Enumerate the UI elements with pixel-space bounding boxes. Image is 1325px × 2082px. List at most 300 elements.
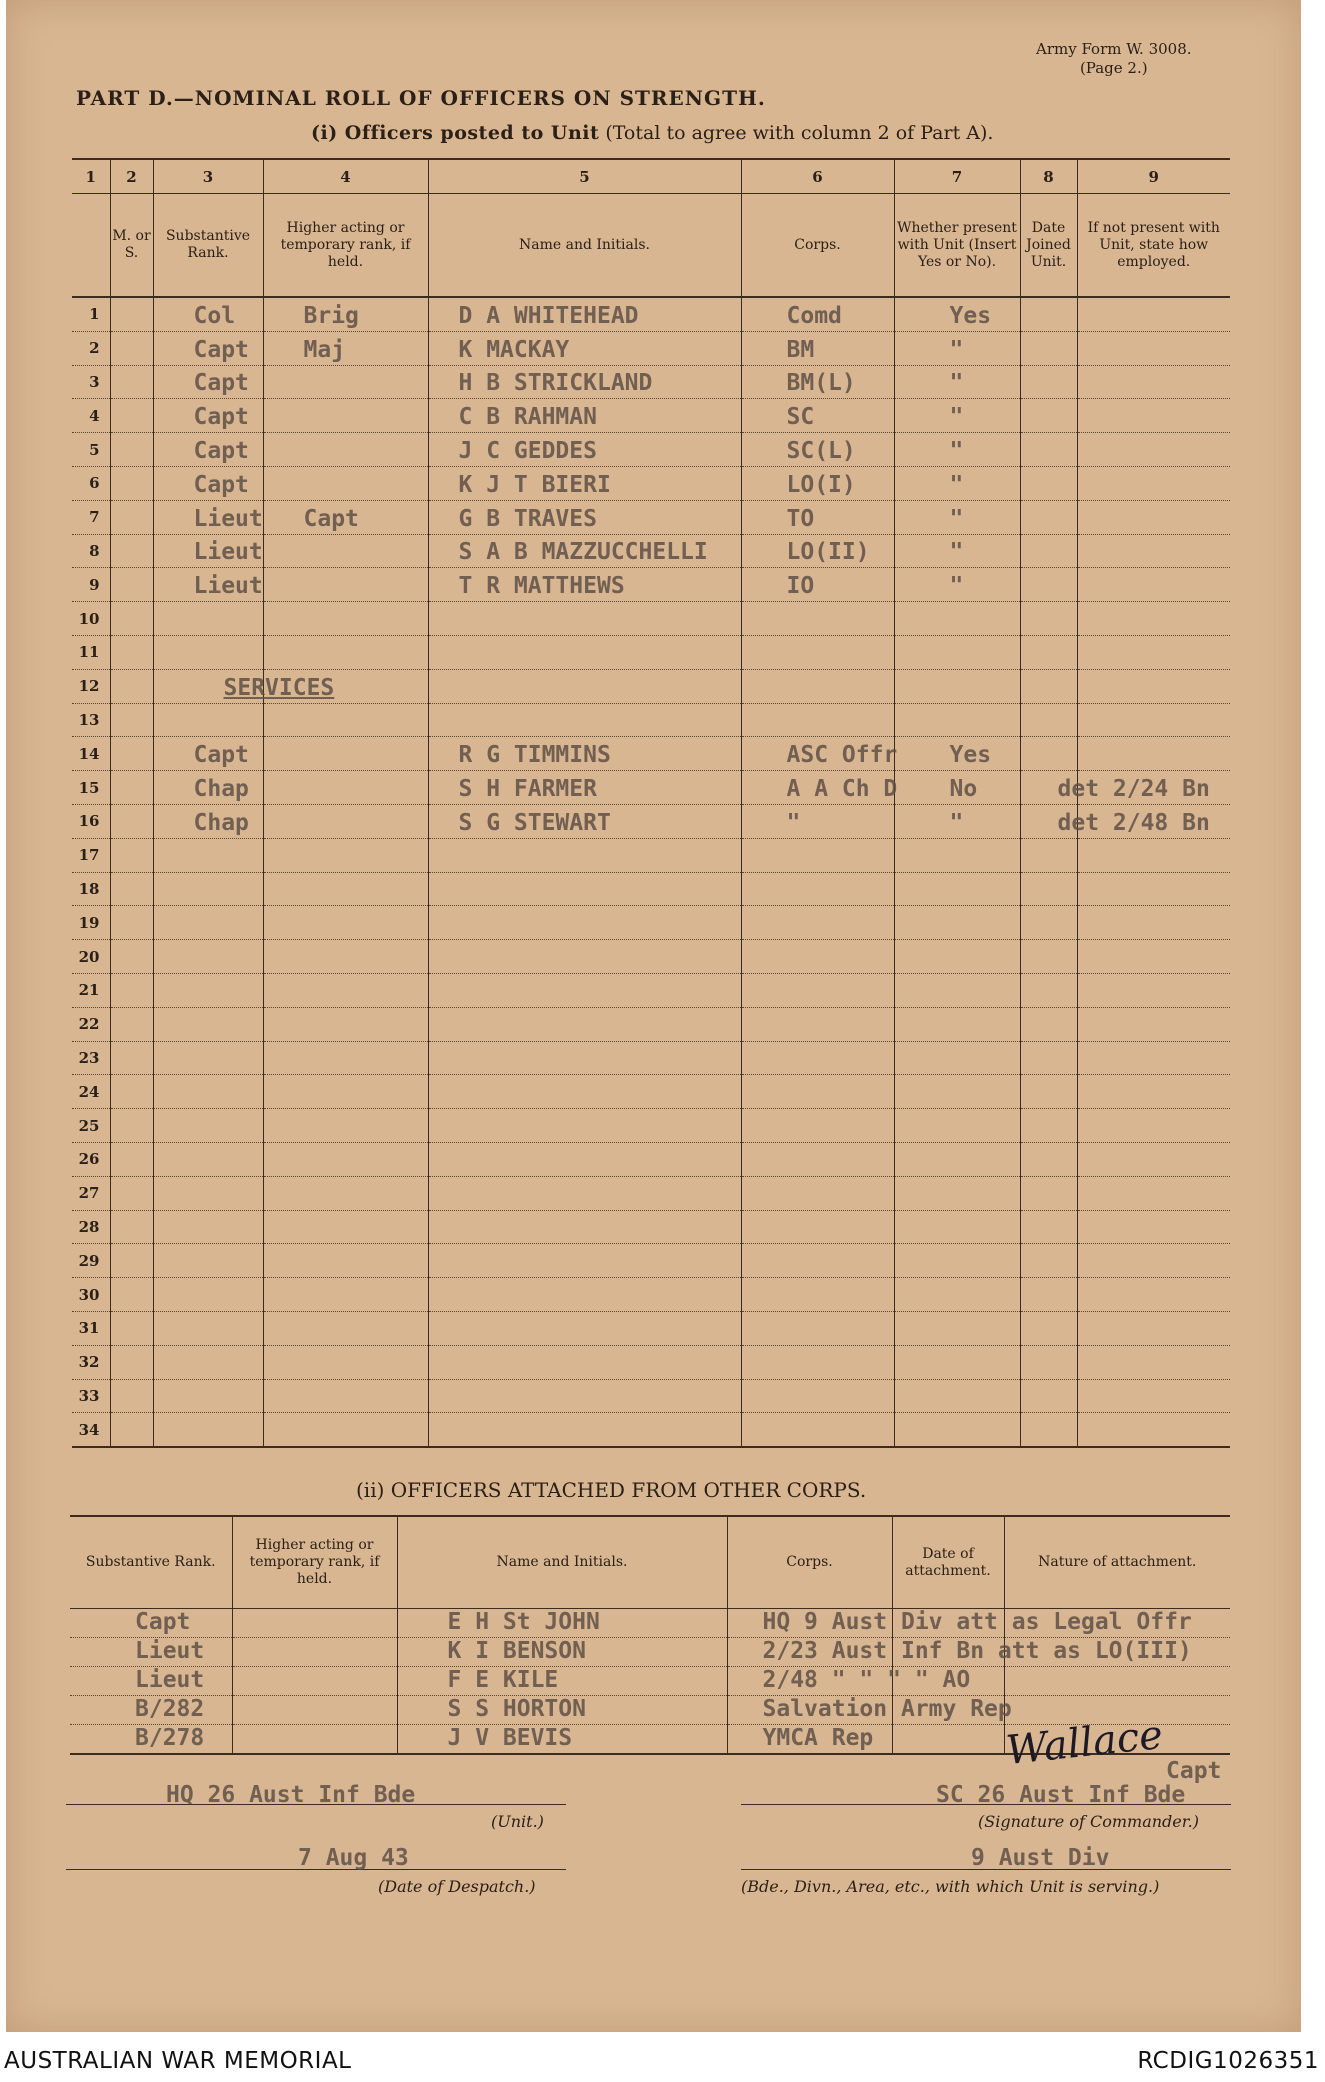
cell-name [428, 838, 741, 872]
typed-higher [264, 464, 428, 466]
att-cell-rank [70, 1725, 232, 1755]
cell-employed [1077, 1244, 1230, 1278]
typed-corps [742, 937, 894, 939]
cell-present [894, 771, 1020, 805]
col-number: 2 [110, 159, 153, 194]
typed-corps [742, 1444, 894, 1446]
row-number: 15 [72, 771, 110, 805]
typed-rank [154, 1208, 263, 1210]
roll-row [72, 838, 1230, 872]
typed-employed [1058, 363, 1231, 365]
cell-rank [153, 838, 263, 872]
att-typed-corps: HQ 9 Aust Div att as Legal Offr [762, 1609, 1192, 1635]
cell-name [428, 433, 741, 467]
typed-employed [1058, 734, 1231, 736]
cell-employed [1057, 804, 1230, 838]
roll-row [72, 399, 1230, 433]
cell-ms [110, 804, 153, 838]
cell-higher [263, 331, 428, 365]
typed-corps: BM(L) [786, 370, 856, 397]
commander-signature: Wallace [1004, 1711, 1165, 1775]
cell-employed [1077, 1345, 1230, 1379]
col-number: 6 [741, 159, 894, 194]
signature-label: (Signature of Commander.) [978, 1812, 1199, 1831]
typed-corps [742, 870, 894, 872]
section-ii-title: (ii) OFFICERS ATTACHED FROM OTHER CORPS. [356, 1478, 867, 1502]
date-value: 7 Aug 43 [298, 1845, 409, 1871]
typed-rank: SERVICES [223, 674, 335, 701]
typed-employed: det 2/24 Bn [1057, 775, 1210, 802]
typed-rank [154, 1444, 263, 1446]
typed-rank [154, 870, 263, 872]
cell-ms [110, 635, 153, 669]
cell-present [894, 1413, 1020, 1447]
typed-present [895, 1444, 1020, 1446]
att-cell-rank [70, 1638, 232, 1667]
typed-corps [742, 1377, 894, 1379]
roll-row [72, 297, 1230, 331]
cell-present [894, 1210, 1020, 1244]
cell-ms [110, 534, 153, 568]
typed-corps [742, 1072, 894, 1074]
typed-higher [264, 802, 428, 804]
cell-ms [110, 1176, 153, 1210]
att-cell-higher [232, 1638, 397, 1667]
cell-name [428, 669, 741, 703]
typed-higher [264, 1039, 428, 1041]
cell-ms [110, 500, 153, 534]
typed-higher: Maj [303, 336, 346, 363]
cell-date [1020, 500, 1077, 534]
cell-employed [1077, 433, 1230, 467]
cell-corps [741, 1379, 894, 1413]
roll-row [72, 602, 1230, 636]
typed-corps: A A Ch D [786, 775, 898, 802]
cell-rank [153, 1278, 263, 1312]
typed-rank [154, 1275, 263, 1277]
typed-employed [1058, 1039, 1231, 1041]
typed-corps: Comd [786, 302, 842, 329]
typed-employed [1058, 701, 1231, 703]
typed-corps [742, 1174, 894, 1176]
typed-higher [264, 1241, 428, 1243]
cell-date [1020, 940, 1077, 974]
cell-rank [153, 804, 263, 838]
cell-present [894, 1007, 1020, 1041]
roll-row [72, 1075, 1230, 1109]
cell-ms [110, 737, 153, 771]
cell-rank [153, 568, 263, 602]
typed-employed [1058, 870, 1231, 872]
att-cell-name [397, 1667, 727, 1696]
att-cell-corps [727, 1667, 971, 1696]
cell-employed [1077, 973, 1230, 1007]
row-number: 27 [72, 1176, 110, 1210]
att-typed-name: F E KILE [447, 1667, 559, 1693]
row-number: 13 [72, 703, 110, 737]
row-number: 12 [72, 669, 110, 703]
cell-higher [263, 500, 428, 534]
typed-name [429, 734, 741, 736]
cell-higher [263, 872, 428, 906]
roll-row [72, 1210, 1230, 1244]
typed-corps: LO(II) [786, 539, 870, 566]
cell-higher [263, 804, 428, 838]
typed-corps: " [786, 809, 801, 836]
typed-higher [264, 1140, 428, 1142]
cell-name [428, 568, 741, 602]
cell-date [1020, 1041, 1077, 1075]
typed-higher [264, 1072, 428, 1074]
cell-higher [263, 365, 428, 399]
col-number: 7 [894, 159, 1020, 194]
row-number: 22 [72, 1007, 110, 1041]
cell-higher [263, 1142, 428, 1176]
typed-name [429, 1005, 741, 1007]
cell-present [894, 838, 1020, 872]
row-number: 24 [72, 1075, 110, 1109]
cell-employed [1077, 906, 1230, 940]
cell-higher [263, 1379, 428, 1413]
typed-name [429, 1410, 741, 1412]
typed-rank [154, 1410, 263, 1412]
typed-present: Yes [949, 742, 992, 769]
typed-name [429, 1343, 741, 1345]
cell-present [894, 703, 1020, 737]
typed-present: Yes [949, 302, 992, 329]
typed-name: S H FARMER [458, 775, 597, 802]
typed-name [429, 937, 741, 939]
typed-present [895, 734, 1020, 736]
cell-present [894, 1109, 1020, 1143]
typed-rank [154, 1343, 263, 1345]
form-number-line1: Army Form W. 3008. [1036, 40, 1192, 58]
typed-rank: Capt [193, 336, 249, 363]
cell-name [428, 1109, 741, 1143]
cell-ms [110, 602, 153, 636]
typed-employed [1058, 1410, 1231, 1412]
cell-employed [1077, 1109, 1230, 1143]
cell-date [1020, 737, 1077, 771]
typed-rank [154, 1309, 263, 1311]
cell-ms [110, 1244, 153, 1278]
roll-row [72, 906, 1230, 940]
cell-date [1020, 534, 1077, 568]
cell-corps [741, 568, 894, 602]
cell-present [894, 534, 1020, 568]
typed-rank [154, 971, 263, 973]
cell-present [894, 872, 1020, 906]
typed-name [429, 1140, 741, 1142]
cell-employed [1077, 331, 1230, 365]
header-corps: Corps. [741, 194, 894, 298]
cell-corps [741, 1244, 894, 1278]
att-header-corps: Corps. [727, 1516, 892, 1609]
cell-higher [263, 1075, 428, 1109]
roll-row [72, 1278, 1230, 1312]
roll-row [72, 433, 1230, 467]
typed-present [895, 1072, 1020, 1074]
cell-present [894, 1041, 1020, 1075]
cell-ms [110, 1142, 153, 1176]
att-cell-name [397, 1696, 727, 1725]
cell-date [1020, 1311, 1077, 1345]
cell-date [1020, 1210, 1077, 1244]
typed-corps: IO [786, 573, 815, 600]
cell-corps [741, 1075, 894, 1109]
cell-date [1020, 1278, 1077, 1312]
cell-corps [741, 635, 894, 669]
cell-corps [741, 940, 894, 974]
cell-name [428, 872, 741, 906]
row-number: 28 [72, 1210, 110, 1244]
typed-corps [742, 1208, 894, 1210]
typed-higher [264, 667, 428, 669]
cell-date [1020, 1075, 1077, 1109]
typed-present [895, 937, 1020, 939]
cell-corps [741, 1176, 894, 1210]
typed-corps [742, 1106, 894, 1108]
cell-rank [153, 1311, 263, 1345]
cell-date [1020, 1109, 1077, 1143]
cell-rank [153, 1210, 263, 1244]
roll-row [72, 703, 1230, 737]
cell-rank [153, 1345, 263, 1379]
typed-present [895, 1140, 1020, 1142]
typed-higher [264, 498, 428, 500]
form-page-number: (Page 2.) [1079, 59, 1148, 77]
typed-name [429, 1208, 741, 1210]
row-number: 7 [72, 500, 110, 534]
typed-rank: Capt [193, 471, 249, 498]
typed-rank: Capt [193, 370, 249, 397]
cell-corps [741, 872, 894, 906]
cell-higher [263, 1007, 428, 1041]
cell-rank [153, 1413, 263, 1447]
cell-corps [741, 602, 894, 636]
archive-name: AUSTRALIAN WAR MEMORIAL [4, 2048, 352, 2074]
row-number: 21 [72, 973, 110, 1007]
cell-name [428, 703, 741, 737]
cell-employed [1077, 399, 1230, 433]
cell-date [1020, 1413, 1077, 1447]
cell-name [428, 602, 741, 636]
att-cell-corps [727, 1638, 1192, 1667]
typed-employed [1058, 1343, 1231, 1345]
cell-corps [741, 973, 894, 1007]
typed-corps: LO(I) [786, 471, 856, 498]
typed-rank [154, 633, 263, 635]
att-cell-name [397, 1725, 727, 1755]
cell-higher [263, 1244, 428, 1278]
typed-employed [1058, 1106, 1231, 1108]
cell-present [894, 1244, 1020, 1278]
cell-higher [263, 1413, 428, 1447]
att-cell-corps [727, 1696, 1012, 1725]
cell-ms [110, 940, 153, 974]
typed-present: " [949, 336, 964, 363]
cell-date [1020, 1379, 1077, 1413]
form-number [1036, 40, 1192, 78]
typed-name [429, 1309, 741, 1311]
cell-corps [741, 297, 894, 331]
header-substantive-rank: Substantive Rank. [153, 194, 263, 298]
typed-employed [1058, 667, 1231, 669]
cell-higher [263, 1210, 428, 1244]
row-number: 11 [72, 635, 110, 669]
cell-name [428, 1278, 741, 1312]
row-number: 23 [72, 1041, 110, 1075]
signature-value: SC 26 Aust Inf Bde [936, 1782, 1186, 1808]
cell-ms [110, 703, 153, 737]
att-cell-corps [727, 1725, 892, 1755]
row-number: 20 [72, 940, 110, 974]
col-number: 1 [72, 159, 110, 194]
cell-rank [153, 669, 335, 703]
typed-name: D A WHITEHEAD [458, 302, 639, 329]
typed-higher [264, 903, 428, 905]
typed-present [895, 1174, 1020, 1176]
row-number: 30 [72, 1278, 110, 1312]
cell-name [428, 1142, 741, 1176]
cell-date [1020, 669, 1077, 703]
typed-employed [1058, 464, 1231, 466]
cell-date [1020, 1244, 1077, 1278]
cell-rank [153, 1075, 263, 1109]
roll-row [72, 771, 1230, 805]
att-cell-name [397, 1638, 727, 1667]
typed-corps [742, 1005, 894, 1007]
cell-name [428, 365, 741, 399]
date-label: (Date of Despatch.) [378, 1877, 536, 1896]
row-number: 29 [72, 1244, 110, 1278]
cell-employed [1077, 1311, 1230, 1345]
attached-row [70, 1696, 1230, 1725]
typed-higher [264, 1343, 428, 1345]
cell-date [1020, 399, 1077, 433]
typed-employed [1058, 971, 1231, 973]
typed-rank [154, 734, 263, 736]
att-typed-name: K I BENSON [447, 1638, 586, 1664]
att-typed-rank: B/282 [135, 1696, 205, 1722]
roll-row [72, 331, 1230, 365]
cell-corps [741, 1345, 894, 1379]
section-i-title [311, 122, 993, 144]
cell-corps [741, 1278, 894, 1312]
typed-name: H B STRICKLAND [458, 370, 653, 397]
cell-higher [263, 399, 428, 433]
cell-employed [1077, 635, 1230, 669]
cell-higher [263, 838, 428, 872]
cell-higher [263, 1109, 428, 1143]
row-number: 34 [72, 1413, 110, 1447]
typed-corps [742, 667, 894, 669]
typed-rank [154, 667, 263, 669]
typed-corps [742, 971, 894, 973]
attached-officers-table [70, 1515, 1230, 1755]
row-number: 25 [72, 1109, 110, 1143]
cell-date [1020, 331, 1077, 365]
cell-present [894, 1311, 1020, 1345]
typed-employed [1058, 1208, 1231, 1210]
roll-row [72, 1041, 1230, 1075]
roll-row [72, 466, 1230, 500]
typed-employed [1058, 565, 1231, 567]
cell-rank [153, 331, 263, 365]
col-number: 8 [1020, 159, 1077, 194]
cell-higher [263, 703, 428, 737]
typed-present [895, 1410, 1020, 1412]
roll-row [72, 1413, 1230, 1447]
attached-row [70, 1609, 1230, 1638]
cell-employed [1077, 500, 1230, 534]
cell-rank [153, 602, 263, 636]
cell-ms [110, 399, 153, 433]
typed-employed [1058, 1309, 1231, 1311]
cell-date [1020, 1345, 1077, 1379]
typed-corps [742, 1309, 894, 1311]
typed-corps [742, 1140, 894, 1142]
typed-employed [1058, 633, 1231, 635]
header-date-joined: Date Joined Unit. [1020, 194, 1077, 298]
cell-name [428, 1244, 741, 1278]
cell-rank [153, 973, 263, 1007]
officers-roll-table [72, 158, 1230, 1448]
typed-rank [154, 903, 263, 905]
typed-name: J C GEDDES [458, 437, 597, 464]
cell-corps [741, 804, 894, 838]
roll-row [72, 635, 1230, 669]
cell-ms [110, 1007, 153, 1041]
cell-name [428, 297, 741, 331]
cell-date [1020, 906, 1077, 940]
cell-present [894, 737, 1020, 771]
cell-present [894, 804, 1020, 838]
typed-present [895, 903, 1020, 905]
typed-rank [154, 1377, 263, 1379]
cell-higher [263, 635, 428, 669]
cell-ms [110, 906, 153, 940]
cell-corps [741, 906, 894, 940]
typed-present: " [949, 505, 964, 532]
cell-ms [110, 771, 153, 805]
typed-name [429, 633, 741, 635]
row-number: 4 [72, 399, 110, 433]
cell-employed [1077, 1041, 1230, 1075]
typed-rank: Lieut [193, 573, 263, 600]
att-cell-rank [70, 1696, 232, 1725]
typed-name [429, 870, 741, 872]
typed-corps [742, 1275, 894, 1277]
typed-rank: Col [193, 302, 236, 329]
row-number: 9 [72, 568, 110, 602]
roll-row [72, 534, 1230, 568]
typed-name: R G TIMMINS [458, 742, 611, 769]
cell-employed [1077, 703, 1230, 737]
typed-rank [154, 1072, 263, 1074]
typed-higher [264, 768, 428, 770]
typed-rank [154, 1140, 263, 1142]
typed-higher [264, 1410, 428, 1412]
archive-footer [0, 2036, 1325, 2082]
typed-higher [264, 1377, 428, 1379]
cell-date [1020, 872, 1077, 906]
row-number: 8 [72, 534, 110, 568]
att-typed-name: E H St JOHN [447, 1609, 600, 1635]
roll-row [72, 973, 1230, 1007]
att-cell-higher [232, 1725, 397, 1755]
row-number: 14 [72, 737, 110, 771]
